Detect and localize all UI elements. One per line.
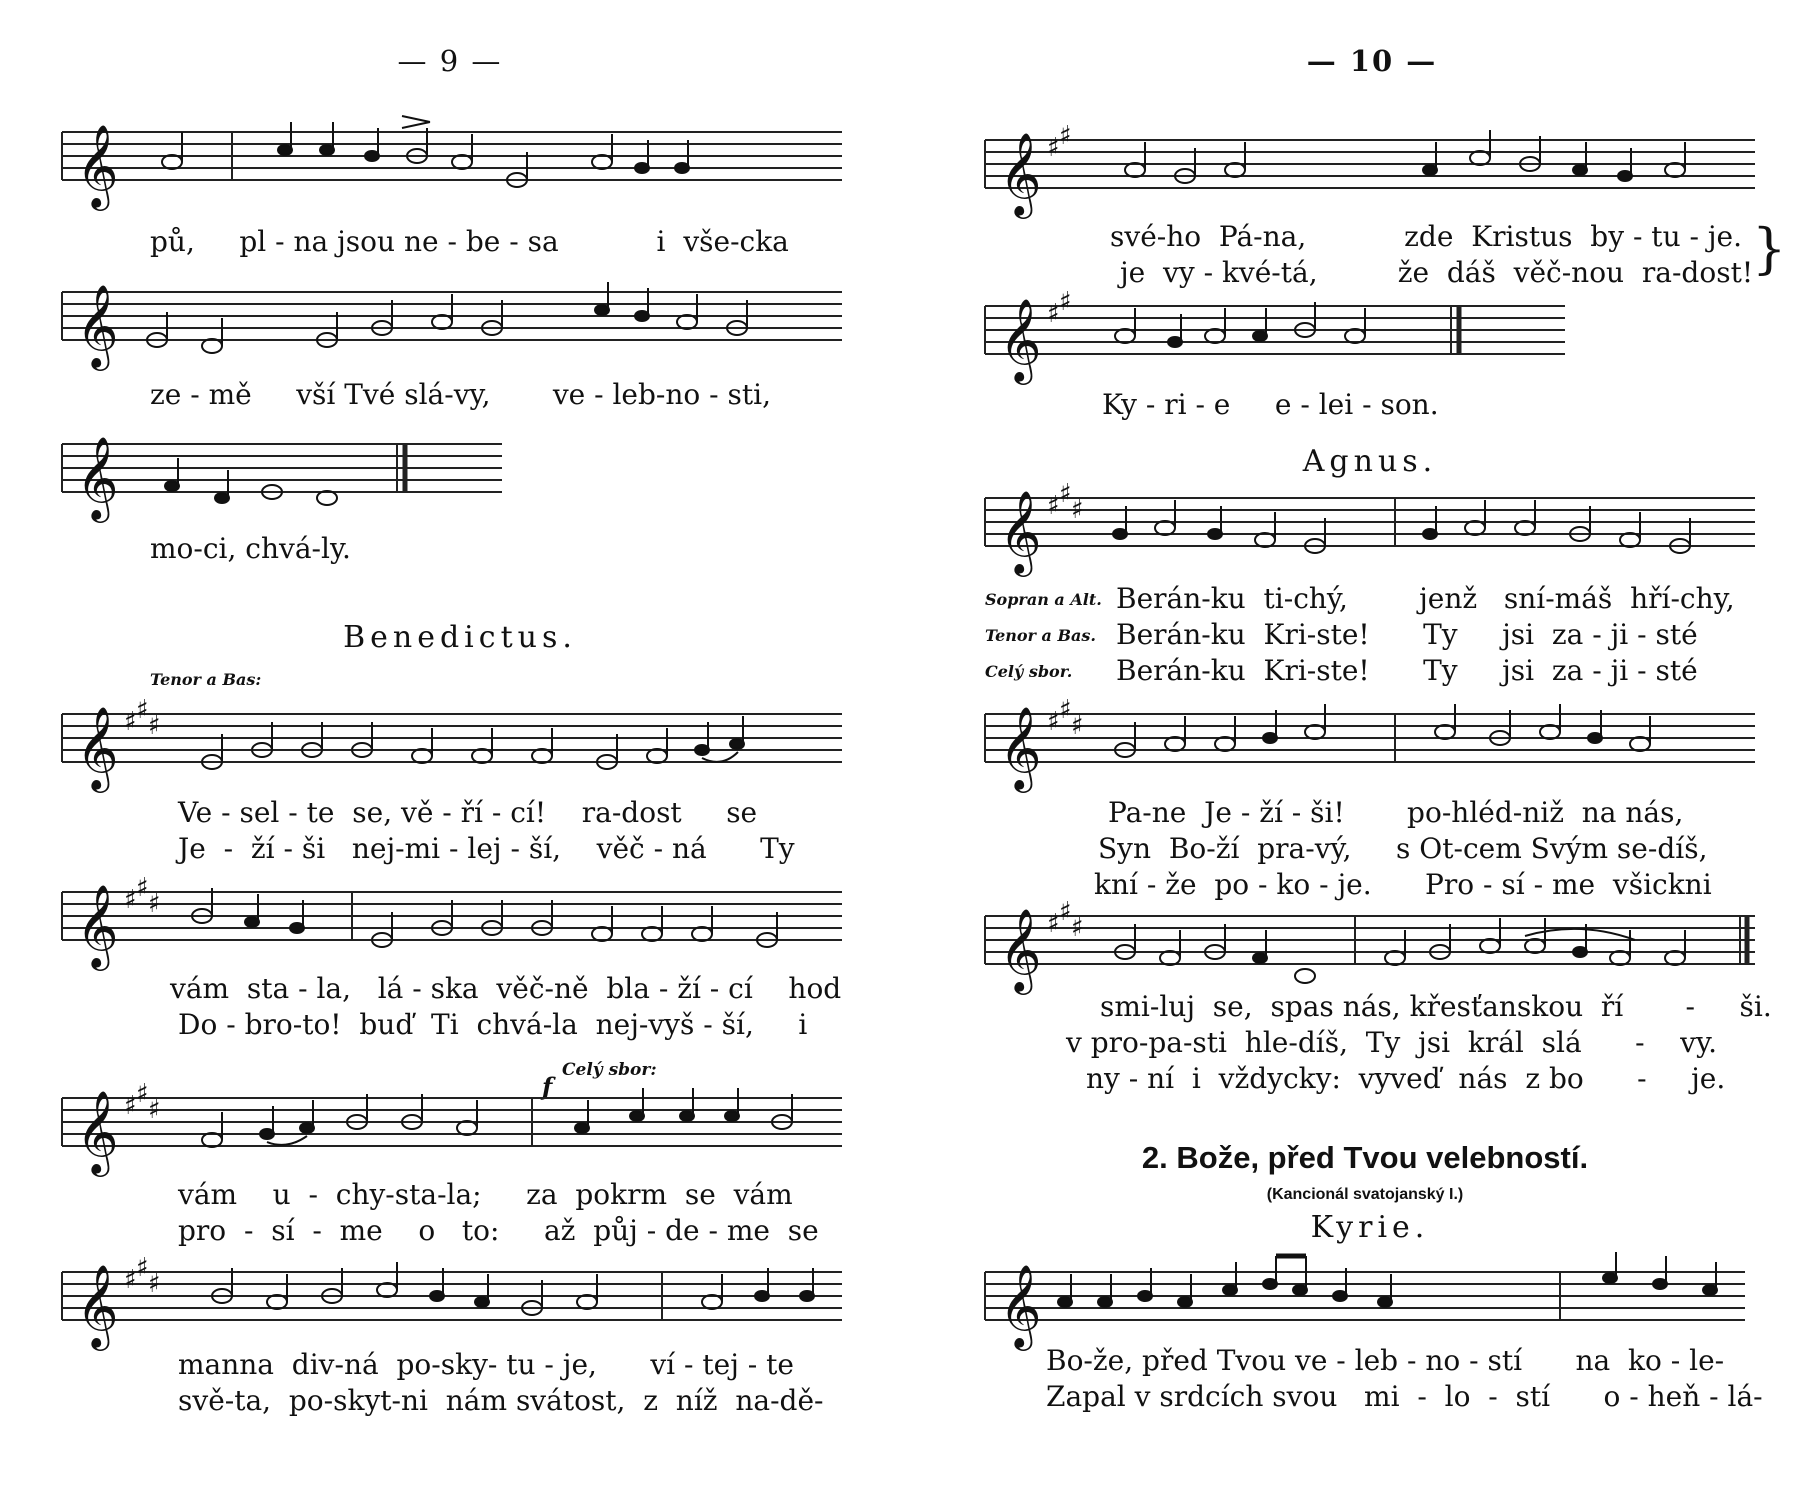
lyric-line: svě-ta, po-skyt-ni nám svátost, z níž na-dě- xyxy=(178,1384,824,1417)
lyric-line: ze - mě vší Tvé slá-vy, ve - leb-no - sti, xyxy=(150,378,772,411)
lyric-line: ny - ní i vždycky: vyveď nás z bo - je. xyxy=(1086,1062,1726,1095)
staff xyxy=(62,1253,842,1352)
song-source: (Kancionál svatojanský I.) xyxy=(1266,1186,1464,1203)
lyric-line: Ky - ri - e e - lei - son. xyxy=(1102,388,1439,421)
lyric-line: je vy - kvé-tá, že dáš věč-nou ra-dost! xyxy=(1120,256,1754,289)
svg-text:𝄞: 𝄞 xyxy=(76,705,119,789)
lyric-line: Bo-že, před Tvou ve - leb - no - stí na ko - le- xyxy=(1046,1344,1725,1377)
lyric-line: v pro-pa-sti hle-díš, Ty jsi král slá - vy. xyxy=(1066,1026,1717,1059)
staff xyxy=(985,897,1755,996)
lyric-line: Do - bro-to! buď Ti chvá-la nej-vyš - ší, i xyxy=(178,1008,808,1041)
voice-label: Celý sbor. xyxy=(985,662,1073,681)
svg-text:♯: ♯ xyxy=(1059,897,1072,927)
lyric-line: pů, pl - na jsou ne - be - sa i vše-cka xyxy=(150,225,789,258)
svg-text:♯: ♯ xyxy=(1059,695,1072,725)
staff xyxy=(62,873,842,972)
svg-text:♯: ♯ xyxy=(124,1091,137,1121)
svg-text:𝄞: 𝄞 xyxy=(76,1089,119,1173)
svg-text:𝄞: 𝄞 xyxy=(999,1263,1042,1347)
svg-text:♯: ♯ xyxy=(124,885,137,915)
svg-text:𝄞: 𝄞 xyxy=(76,435,119,519)
staff xyxy=(62,434,502,524)
svg-text:𝄞: 𝄞 xyxy=(76,283,119,367)
lyric-line: vám sta - la, lá - ska věč-ně bla - ží - cí hod xyxy=(170,972,842,1005)
svg-text:♯: ♯ xyxy=(1047,909,1060,939)
staff xyxy=(985,479,1755,578)
svg-text:𝄞: 𝄞 xyxy=(76,1263,119,1347)
svg-text:♯: ♯ xyxy=(1047,133,1060,163)
svg-text:♯: ♯ xyxy=(124,1265,137,1295)
staff xyxy=(985,121,1755,220)
page-number-right: — 10 — xyxy=(1306,44,1438,78)
svg-text:♯: ♯ xyxy=(1071,495,1084,525)
lyric-line: smi-luj se, spas nás, křesťanskou ří - ši. xyxy=(1100,990,1772,1023)
lyric-line: Pa-ne Je - ží - ši! po-hléd-niž na nás, xyxy=(1108,796,1684,829)
section-heading: Kyrie. xyxy=(1310,1210,1430,1245)
lyric-line: pro - sí - me o to: až půj - de - me se xyxy=(178,1214,819,1247)
staff xyxy=(985,287,1565,386)
lyric-line: vám u - chy-sta-la; za pokrm se vám xyxy=(178,1178,793,1211)
svg-text:♯: ♯ xyxy=(124,707,137,737)
svg-text:♯: ♯ xyxy=(1047,299,1060,329)
lyric-line: mo-ci, chvá-ly. xyxy=(150,532,351,565)
voice-label: Sopran a Alt. xyxy=(985,590,1102,609)
staff xyxy=(62,122,842,212)
svg-text:𝄞: 𝄞 xyxy=(76,123,119,207)
svg-text:♯: ♯ xyxy=(148,711,161,741)
voice-label: Celý sbor: xyxy=(562,1060,657,1080)
svg-text:♯: ♯ xyxy=(1059,287,1072,317)
lyric-line: kní - že po - ko - je. Pro - sí - me všickni xyxy=(1094,868,1712,901)
svg-text:♯: ♯ xyxy=(1047,707,1060,737)
section-heading: Benedictus. xyxy=(343,620,577,655)
staff xyxy=(985,695,1755,794)
svg-text:♯: ♯ xyxy=(148,889,161,919)
lyric-line: manna div-ná po-sky- tu - je, ví - tej - te xyxy=(178,1348,794,1381)
svg-text:♯: ♯ xyxy=(1071,711,1084,741)
lyric-line: Berán-ku Kri-ste! Ty jsi za - ji - sté xyxy=(1116,618,1698,651)
staff xyxy=(985,1262,1745,1352)
section-heading: Agnus. xyxy=(1302,444,1438,479)
svg-text:♯: ♯ xyxy=(1047,491,1060,521)
svg-text:𝄞: 𝄞 xyxy=(999,705,1042,789)
svg-text:♯: ♯ xyxy=(1059,121,1072,151)
lyric-line: Ve - sel - te se, vě - ří - cí! ra-dost se xyxy=(178,796,758,829)
svg-text:𝄞: 𝄞 xyxy=(76,883,119,967)
voice-label: Tenor a Bas. xyxy=(985,626,1096,645)
svg-text:𝄞: 𝄞 xyxy=(999,907,1042,991)
lyric-line: své-ho Pá-na, zde Kristus by - tu - je. xyxy=(1110,220,1743,253)
svg-text:𝄞: 𝄞 xyxy=(999,131,1042,215)
staff xyxy=(62,1079,842,1178)
svg-text:𝄞: 𝄞 xyxy=(999,297,1042,381)
svg-text:𝄞: 𝄞 xyxy=(999,489,1042,573)
svg-text:♯: ♯ xyxy=(136,1253,149,1283)
svg-text:♯: ♯ xyxy=(148,1095,161,1125)
svg-text:♯: ♯ xyxy=(148,1269,161,1299)
svg-text:♯: ♯ xyxy=(136,1079,149,1109)
svg-text:♯: ♯ xyxy=(136,873,149,903)
svg-text:♯: ♯ xyxy=(1071,913,1084,943)
lyric-line: Syn Bo-ží pra-vý, s Ot-cem Svým se-díš, xyxy=(1098,832,1708,865)
lyric-line: Berán-ku ti-chý, jenž sní-máš hří-chy, xyxy=(1116,582,1735,615)
svg-text:♯: ♯ xyxy=(1059,479,1072,509)
lyric-line: Berán-ku Kri-ste! Ty jsi za - ji - sté xyxy=(1116,654,1698,687)
svg-text:♯: ♯ xyxy=(136,695,149,725)
lyric-line: Je - ží - ši nej-mi - lej - ší, věč - ná Ty xyxy=(178,832,795,865)
page-number-left: — 9 — xyxy=(397,44,503,78)
staff xyxy=(62,282,842,372)
dynamic-marking: f xyxy=(542,1072,553,1101)
lyric-line: Zapal v srdcích svou mi - lo - stí o - heň - lá- xyxy=(1046,1380,1763,1413)
brace-symbol: } xyxy=(1752,217,1787,280)
voice-label: Tenor a Bas: xyxy=(150,670,262,689)
song-title: 2. Bože, před Tvou velebností. xyxy=(1141,1140,1589,1175)
staff xyxy=(62,695,842,794)
